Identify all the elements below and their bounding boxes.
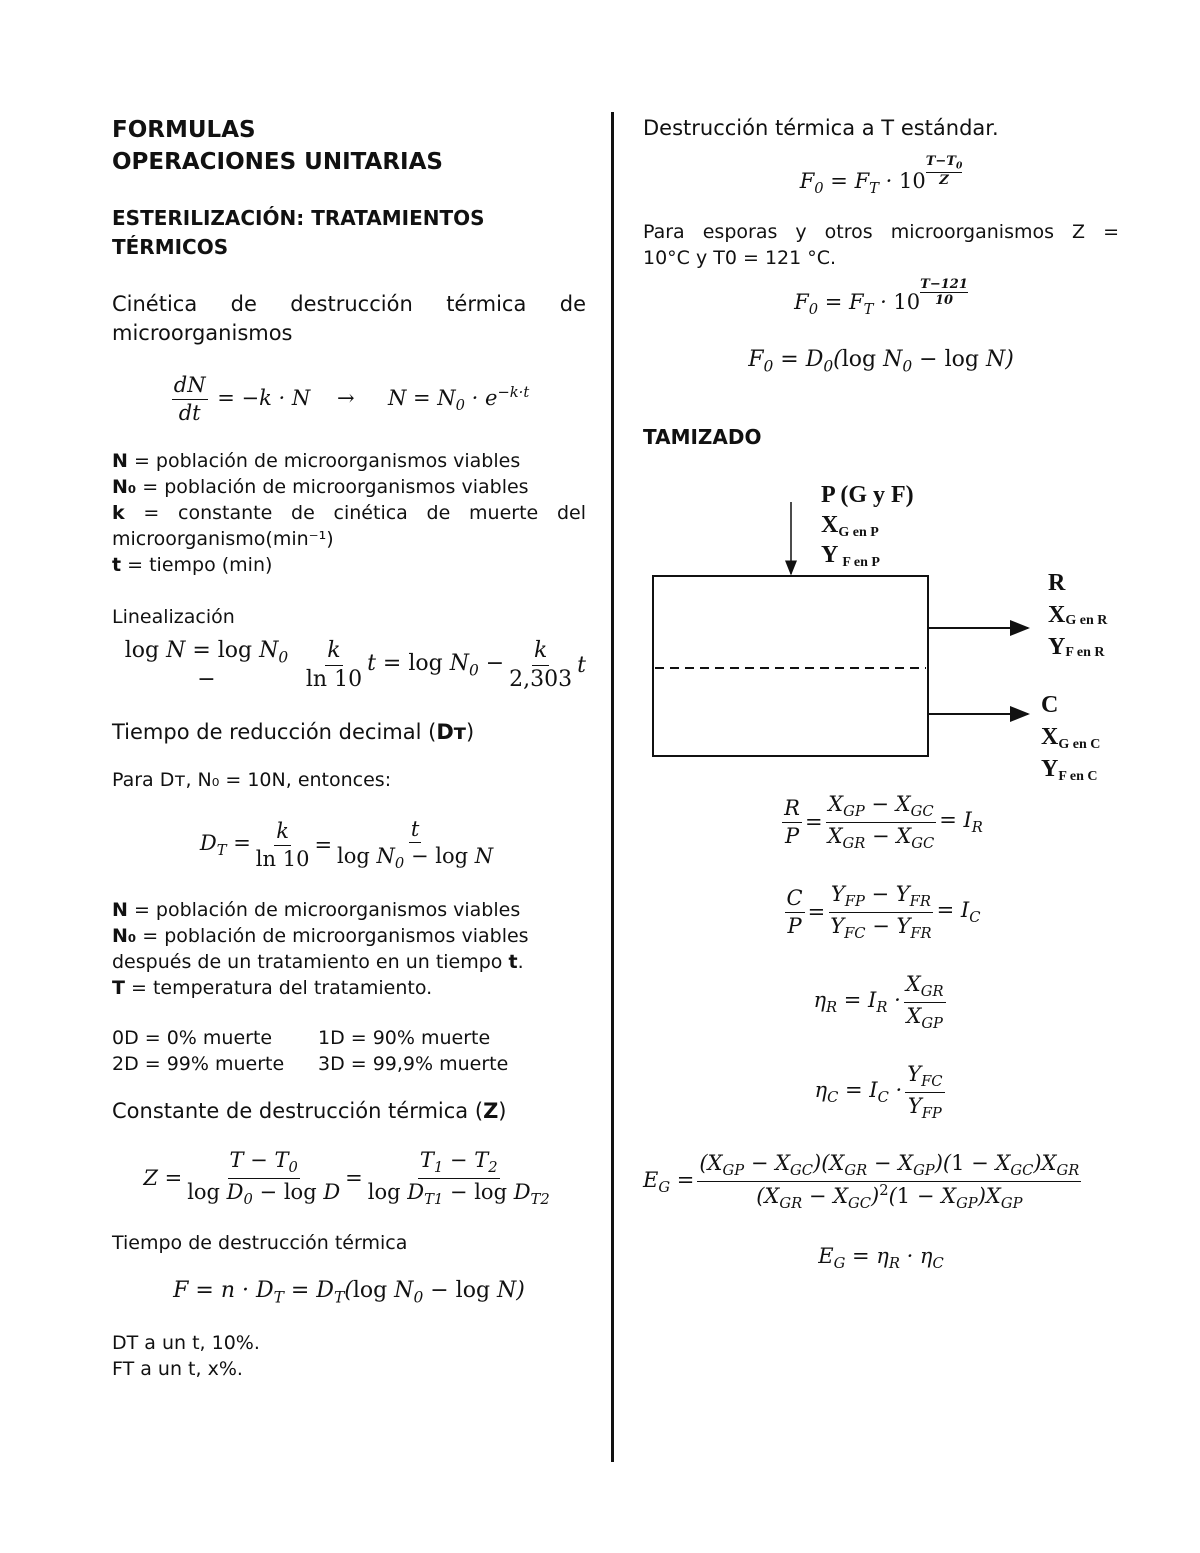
spores-note-line2: 10°C y T0 = 121 °C. — [643, 247, 837, 269]
def-t: t = tiempo (min) — [112, 554, 273, 576]
ir-equation: $\frac{R}{P}$ = $\frac{X_{GP} - X_{GC}}{X_{GR} - X_{GC}}$ = $I_R$ — [784, 791, 983, 852]
standard-heading: Destrucción térmica a T estándar. — [643, 116, 999, 140]
column-divider — [611, 112, 614, 1462]
f0-equation-log: $F_0 = D_0(\log$ $N_0 - \log N$) — [748, 346, 1014, 376]
screen-box — [653, 576, 928, 756]
z-heading: Constante de destrucción térmica (Z) — [112, 1099, 507, 1123]
def2-n: N = población de microorganismos viables — [112, 899, 521, 921]
kinetics-equation: $\frac{dN}{dt}$ = −k · N → $N = N_0 \cdot e^{-k\cdot t}$ — [173, 373, 530, 425]
linearization-label: Linealización — [112, 606, 235, 628]
section-title-line2: TÉRMICOS — [112, 235, 229, 259]
spores-note-line1: Para esporas y otros microorganismos Z = — [643, 221, 1119, 243]
def-n: N = población de microorganismos viables — [112, 450, 521, 472]
death-table — [112, 1025, 586, 1077]
def-k-cont: microorganismo(min⁻¹) — [112, 528, 334, 550]
z-equation: Z = $\frac{T - T_0}{\log D_0 - \log D}$ = $\frac{T_1 - T_2}{\log D_{T1} - \log D_{T2}}$ — [143, 1147, 550, 1208]
passing-y-label: YF en C — [1041, 756, 1098, 782]
eta-c-equation: $\eta_C = I_C$ · $\frac{Y_{FC}}{Y_{FP}}$ — [814, 1061, 943, 1122]
feed-x-label: XG en P — [821, 512, 879, 540]
retained-label: R — [1048, 570, 1066, 596]
doc-title-line2: OPERACIONES UNITARIAS — [112, 149, 443, 175]
linearization-equation: $\log N = \log N_0$ − $\frac{k}{\ln 10}$ $t = \log N_0$ − $\frac{k}{2,303}$ t — [124, 638, 586, 692]
death-row-2: 2D = 99% muerte 3D = 99,9% muerte — [112, 1053, 509, 1075]
feed-y-label: Y F en P — [821, 542, 880, 570]
sieving-title: TAMIZADO — [643, 425, 762, 449]
kinetics-heading-line2: microorganismos — [112, 321, 293, 345]
dt-condition: Para Dᴛ, N₀ = 10N, entonces: — [112, 769, 392, 791]
def-n0: N₀ = población de microorganismos viables — [112, 476, 529, 498]
eta-r-equation: $\eta_R = I_R$ · $\frac{X_{GR}}{X_{GP}}$ — [813, 971, 944, 1032]
note-ft: FT a un t, x%. — [112, 1358, 243, 1380]
eg-equation: $E_G$ = $\frac{(X_{GP} - X_{GC})(X_{GR} - X_{GP})(1 - X_{GC})X_{GR}}{(X_{GR} - X_{GC})^2(1 - X_{GP})X_{GP}}$ — [643, 1151, 1080, 1213]
ic-equation: $\frac{C}{P}$ = $\frac{Y_{FP} - Y_{FR}}{Y_{FC} - Y_{FR}}$ = $I_C$ — [786, 881, 981, 942]
thermal-time-label: Tiempo de destrucción térmica — [112, 1232, 408, 1254]
note-dt: DT a un t, 10%. — [112, 1332, 260, 1354]
f-equation: $F = n \cdot D_T = D_T(\log$ $N_0 - \log N$) — [173, 1277, 525, 1307]
def2-cont: después de un tratamiento en un tiempo t. — [112, 951, 524, 973]
retained-y-label: YF en R — [1048, 634, 1105, 660]
passing-x-label: XG en C — [1041, 724, 1101, 752]
definitions-1 — [112, 448, 586, 578]
kinetics-heading-line1: Cinética de destrucción térmica de — [112, 292, 586, 316]
eg-product-equation: $E_G = \eta_R \cdot \eta_C$ — [818, 1243, 944, 1273]
doc-title-line1: FORMULAS — [112, 117, 256, 143]
sieving-diagram — [643, 462, 1133, 782]
f0-equation-general: $F_0 = F_T \cdot 10$ $\frac{T-T_0}{Z}$ — [799, 154, 963, 198]
section-title-line1: ESTERILIZACIÓN: TRATAMIENTOS — [112, 206, 485, 230]
passing-label: C — [1041, 692, 1059, 718]
f0-equation-121: $F_0 = F_T \cdot 10$ $\frac{T-121}{10}$ — [794, 276, 968, 319]
def-k: k = constante de cinética de muerte del — [112, 502, 586, 524]
dt-heading: Tiempo de reducción decimal (Dᴛ) — [112, 720, 475, 744]
left-column — [112, 114, 586, 1382]
def2-n0: N₀ = población de microorganismos viables — [112, 925, 529, 947]
death-row-1: 0D = 0% muerte 1D = 90% muerte — [112, 1027, 491, 1049]
definitions-2 — [112, 897, 586, 1001]
right-column — [643, 114, 1119, 1278]
sieving-diagram-svg — [643, 462, 1133, 782]
dt-equation: $D_T$ = $\frac{k}{\ln 10}$ = $\frac{t}{\log N_0 - \log N}$ — [199, 817, 494, 873]
def2-t: T = temperatura del tratamiento. — [112, 977, 433, 999]
retained-x-label: XG en R — [1048, 602, 1108, 628]
feed-label: P (G y F) — [821, 482, 914, 508]
